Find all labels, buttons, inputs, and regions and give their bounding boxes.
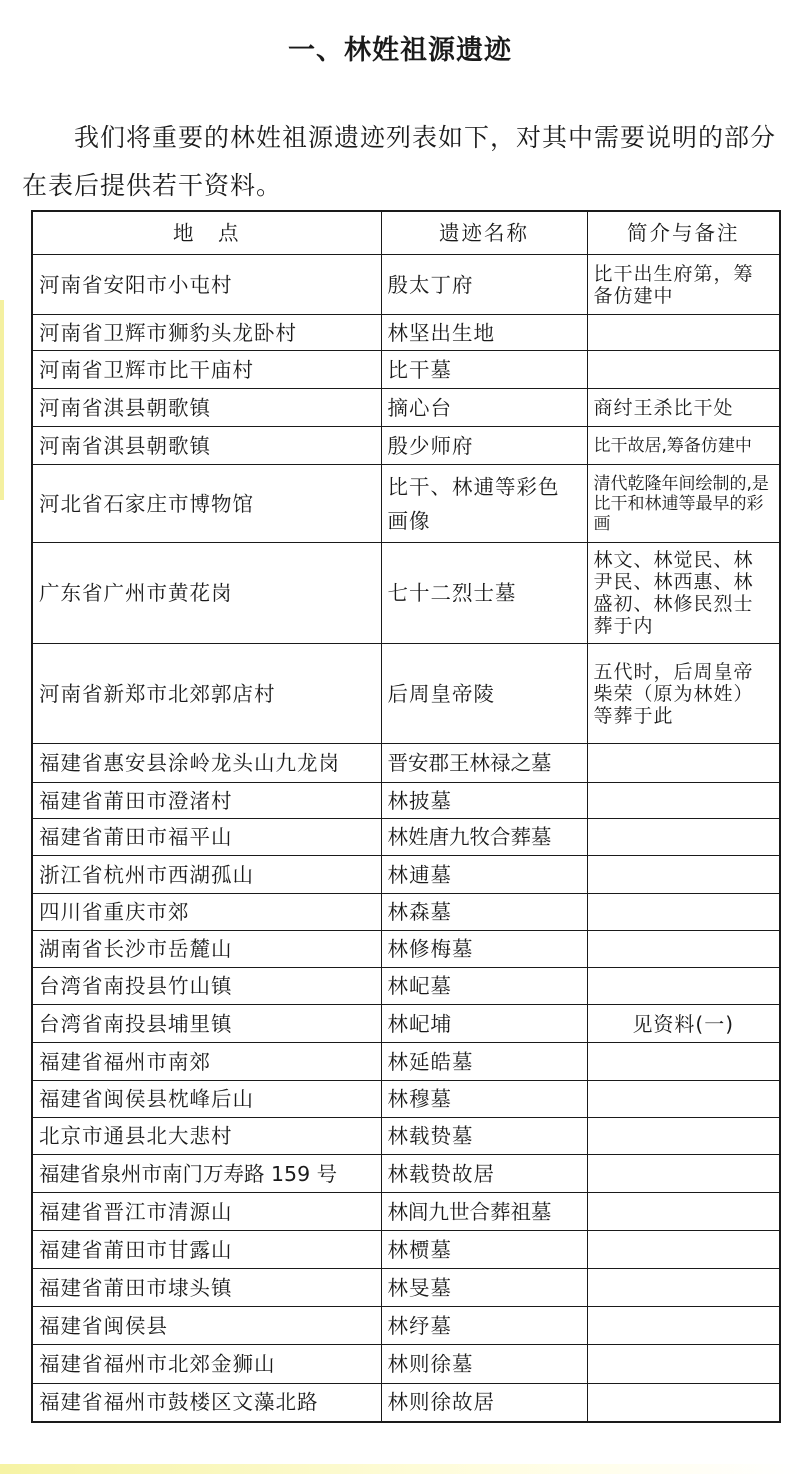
cell-site: 林槚墓: [381, 1231, 587, 1269]
cell-note: 清代乾隆年间绘制的,是比干和林逋等最早的彩画: [587, 465, 780, 543]
table-row: [32, 1043, 780, 1081]
cell-note: [587, 968, 780, 1005]
cell-site: 林屺埔: [381, 1005, 587, 1043]
cell-site: 林闾九世合葬祖墓: [381, 1193, 587, 1231]
cell-place: 北京市通县北大悲村: [32, 1118, 381, 1155]
cell-note: 比干出生府第，筹备仿建中: [587, 255, 780, 315]
cell-place: 台湾省南投县竹山镇: [32, 968, 381, 1005]
cell-place: 台湾省南投县埔里镇: [32, 1005, 381, 1043]
cell-note: [587, 1231, 780, 1269]
cell-site: 林森墓: [381, 894, 587, 931]
cell-note: [587, 783, 780, 819]
sites-table-container: [31, 210, 781, 1423]
cell-note: [587, 1081, 780, 1118]
cell-place: 四川省重庆市郊: [32, 894, 381, 931]
cell-site: 林坚出生地: [381, 315, 587, 351]
cell-place: 福建省莆田市甘露山: [32, 1231, 381, 1269]
cell-place: 河南省淇县朝歌镇: [32, 427, 381, 465]
cell-note: 见资料(一): [587, 1005, 780, 1043]
header-note: 简介与备注: [587, 211, 780, 255]
section-title: 一、林姓祖源遗迹: [288, 35, 512, 66]
cell-site: 比干墓: [381, 351, 587, 389]
cell-place: 河北省石家庄市博物馆: [32, 465, 381, 543]
table-row: [32, 1005, 780, 1043]
cell-place: 浙江省杭州市西湖孤山: [32, 856, 381, 894]
cell-place: 福建省晋江市清源山: [32, 1193, 381, 1231]
table-row: [32, 427, 780, 465]
table-row: [32, 856, 780, 894]
cell-site: 摘心台: [381, 389, 587, 427]
table-header-row: [32, 211, 780, 255]
cell-note: 商纣王杀比干处: [587, 389, 780, 427]
cell-note: [587, 1307, 780, 1345]
cell-note: [587, 1269, 780, 1307]
cell-note: [587, 351, 780, 389]
cell-place: 河南省卫辉市比干庙村: [32, 351, 381, 389]
table-row: [32, 783, 780, 819]
cell-note: [587, 1384, 780, 1422]
cell-note: [587, 894, 780, 931]
table-row: [32, 1231, 780, 1269]
cell-place: 福建省闽侯县枕峰后山: [32, 1081, 381, 1118]
cell-place: 福建省闽侯县: [32, 1307, 381, 1345]
table-row: [32, 1345, 780, 1384]
cell-site: 林纾墓: [381, 1307, 587, 1345]
table-row: [32, 819, 780, 856]
cell-place: 广东省广州市黄花岗: [32, 543, 381, 644]
cell-note: 林文、林觉民、林尹民、林西惠、林盛初、林修民烈士葬于内: [587, 543, 780, 644]
table-row: [32, 1307, 780, 1345]
cell-place: 河南省安阳市小屯村: [32, 255, 381, 315]
cell-site: 殷太丁府: [381, 255, 587, 315]
cell-place: 福建省莆田市埭头镇: [32, 1269, 381, 1307]
table-row: [32, 1269, 780, 1307]
sites-table: [31, 210, 781, 1423]
table-row: [32, 389, 780, 427]
page-edge-tint: [0, 300, 4, 500]
cell-note: [587, 819, 780, 856]
cell-note: 比干故居,筹备仿建中: [587, 427, 780, 465]
cell-site: 林载贽故居: [381, 1155, 587, 1193]
cell-note: [587, 931, 780, 968]
cell-site: 林延皓墓: [381, 1043, 587, 1081]
cell-note: [587, 1155, 780, 1193]
cell-site: 晋安郡王林禄之墓: [381, 744, 587, 783]
intro-paragraph: 我们将重要的林姓祖源遗迹列表如下，对其中需要说明的部分在表后提供若干资料。: [22, 123, 777, 200]
cell-note: [587, 1043, 780, 1081]
header-place: 地 点: [32, 211, 381, 255]
cell-place: 河南省卫辉市狮豹头龙卧村: [32, 315, 381, 351]
table-row: [32, 1081, 780, 1118]
table-row: [32, 968, 780, 1005]
cell-site: 林载贽墓: [381, 1118, 587, 1155]
cell-site: 林旻墓: [381, 1269, 587, 1307]
cell-note: [587, 1118, 780, 1155]
table-row: [32, 315, 780, 351]
table-row: [32, 1118, 780, 1155]
cell-note: [587, 856, 780, 894]
cell-site: 七十二烈士墓: [381, 543, 587, 644]
table-row: [32, 894, 780, 931]
cell-site: 殷少师府: [381, 427, 587, 465]
cell-site: 林修梅墓: [381, 931, 587, 968]
cell-place: 福建省福州市北郊金狮山: [32, 1345, 381, 1384]
cell-site: 林姓唐九牧合葬墓: [381, 819, 587, 856]
cell-site: 林逋墓: [381, 856, 587, 894]
table-row: [32, 1384, 780, 1422]
table-row: [32, 543, 780, 644]
table-row: [32, 744, 780, 783]
table-row: [32, 255, 780, 315]
cell-site: 比干、林逋等彩色画像: [381, 465, 587, 543]
cell-site: 林穆墓: [381, 1081, 587, 1118]
table-row: [32, 1155, 780, 1193]
cell-site: 林屺墓: [381, 968, 587, 1005]
cell-note: [587, 1193, 780, 1231]
cell-place: 河南省新郑市北郊郭店村: [32, 644, 381, 744]
cell-site: 林披墓: [381, 783, 587, 819]
header-site: 遗迹名称: [381, 211, 587, 255]
cell-note: [587, 315, 780, 351]
table-row: [32, 931, 780, 968]
table-row: [32, 1193, 780, 1231]
cell-place: 福建省福州市南郊: [32, 1043, 381, 1081]
cell-place: 福建省莆田市福平山: [32, 819, 381, 856]
cell-place: 河南省淇县朝歌镇: [32, 389, 381, 427]
cell-site: 后周皇帝陵: [381, 644, 587, 744]
cell-note: [587, 1345, 780, 1384]
table-row: [32, 644, 780, 744]
cell-note: 五代时，后周皇帝柴荣（原为林姓）等葬于此: [587, 644, 780, 744]
cell-place: 湖南省长沙市岳麓山: [32, 931, 381, 968]
table-row: [32, 465, 780, 543]
cell-site: 林则徐墓: [381, 1345, 587, 1384]
cell-note: [587, 744, 780, 783]
cell-place: 福建省莆田市澄渚村: [32, 783, 381, 819]
cell-site: 林则徐故居: [381, 1384, 587, 1422]
table-row: [32, 351, 780, 389]
page-bottom-tint: [0, 1464, 800, 1474]
cell-place: 福建省福州市鼓楼区文藻北路: [32, 1384, 381, 1422]
cell-place: 福建省惠安县涂岭龙头山九龙岗: [32, 744, 381, 783]
cell-place: 福建省泉州市南门万寿路 159 号: [32, 1155, 381, 1193]
